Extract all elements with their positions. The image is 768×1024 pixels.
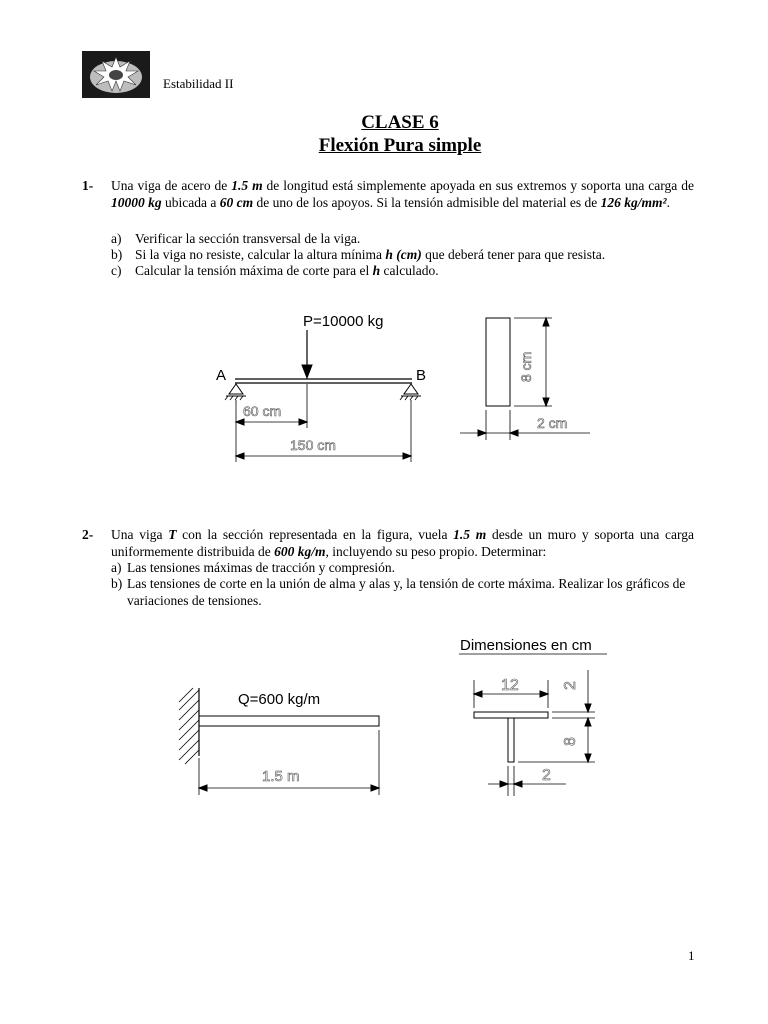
distributed-load-label: Q=600 kg/m bbox=[238, 691, 321, 708]
course-name: Estabilidad II bbox=[163, 76, 234, 91]
problem-2-number: 2- bbox=[82, 527, 94, 542]
problem-1-item-b: b) Si la viga no resiste, calcular la altura mínima h (cm) que deberá tener para que resista. bbox=[111, 247, 606, 262]
problem-1-statement: Una viga de acero de 1.5 m de longitud está simplemente apoyada en sus extremos y soporta una carga de 10000 kg ubicada a 60 cm de uno de los apoyos. Si la tensión admisible del material es de 126 kg/mm². bbox=[111, 178, 694, 210]
problem-1-item-c: c) Calcular la tensión máxima de corte para el h calculado. bbox=[111, 263, 439, 278]
problem-2-statement: Una viga T con la sección representada en la figura, vuela 1.5 m desde un muro y soporta una carga uniformemente distribuida de 600 kg/m, incluyendo su peso propio. Determinar: bbox=[111, 527, 695, 559]
problem-2-item-b: b) Las tensiones de corte en la unión de alma y alas y, la tensión de corte máxima. Realizar los gráficos de variaciones de tensiones. bbox=[111, 576, 686, 608]
flange-width-label: 12 bbox=[501, 677, 519, 694]
page-title: CLASE 6 bbox=[361, 112, 439, 133]
dim-load-position: 60 cm bbox=[243, 403, 282, 419]
section-height-label: 8 cm bbox=[518, 351, 534, 382]
dim-cantilever-length: 1.5 m bbox=[262, 768, 300, 785]
problem-1-number: 1- bbox=[82, 178, 94, 193]
dim-span: 150 cm bbox=[290, 437, 336, 453]
support-a-label: A bbox=[216, 367, 227, 384]
page-subtitle: Flexión Pura simple bbox=[318, 135, 482, 156]
support-b-label: B bbox=[416, 367, 427, 384]
problem-2-item-a: a) Las tensiones máximas de tracción y compresión. bbox=[111, 560, 396, 575]
section-width-label: 2 cm bbox=[537, 415, 568, 431]
web-width-label: 2 bbox=[542, 767, 551, 784]
units-note: Dimensiones en cm bbox=[460, 637, 592, 654]
flange-thickness-label: 2 bbox=[562, 681, 579, 690]
page-number: 1 bbox=[688, 948, 695, 963]
load-label: P=10000 kg bbox=[303, 313, 384, 330]
web-height-label: 8 bbox=[562, 737, 579, 746]
problem-1-item-a: a) Verificar la sección transversal de la viga. bbox=[111, 231, 361, 246]
